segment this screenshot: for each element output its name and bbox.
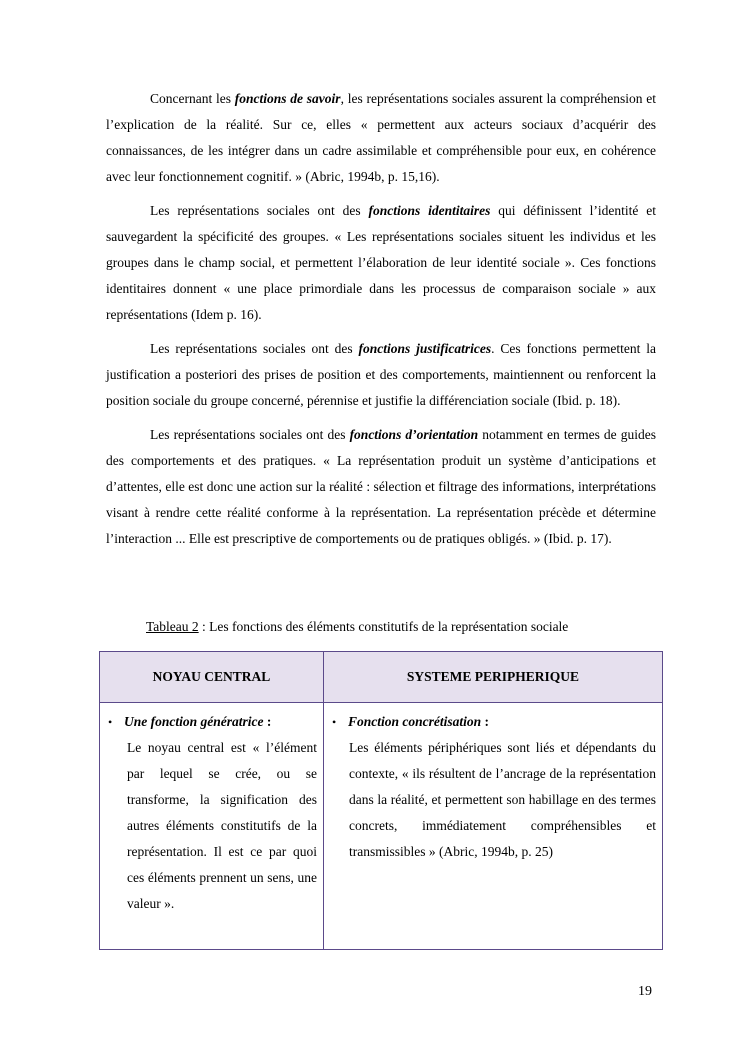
table-header-row <box>100 652 663 703</box>
paragraph-fonctions-identitaires: Les représentations sociales ont des fonctions identitaires qui définissent l’identité et sauvegardent la spécificité des groupes. « Les représentations sociales situent les individus et les groupes dans le champ social, et permettent l’élaboration de leur identité sociale ». Ces fonctions identitaires donnent « une place primordiale dans les processus de comparaison sociale » aux représentations (Idem p. 16). <box>106 203 656 322</box>
header-systeme-peripherique: SYSTEME PERIPHERIQUE <box>323 652 662 703</box>
cell-text-noyau: Le noyau central est « l’élément par lequel se crée, ou se transforme, la signification des autres éléments constitutifs de la représentation. Il est ce par quoi ces éléments prennent un sens, une valeur ». <box>127 740 317 911</box>
term-fonctions-orientation: fonctions d’orientation <box>349 427 479 442</box>
bullet-title-generatrice: Une fonction génératrice <box>124 714 264 729</box>
page-number: 19 <box>638 984 652 999</box>
table-caption <box>146 617 568 637</box>
body-text <box>106 86 656 560</box>
table-row <box>100 703 663 950</box>
term-fonctions-justificatrices: fonctions justificatrices <box>358 341 492 356</box>
bullet-icon: • <box>108 715 113 729</box>
term-fonctions-savoir: fonctions de savoir <box>234 91 341 106</box>
functions-table <box>99 651 663 950</box>
cell-systeme-peripherique <box>323 703 662 950</box>
table-caption-label: Tableau 2 <box>146 619 199 634</box>
bullet-concretisation: • Fonction concrétisation : <box>332 709 656 735</box>
paragraph-fonctions-orientation: Les représentations sociales ont des fonctions d’orientation notamment en termes de guides des comportements et des pratiques. « La représentation produit un système d’anticipations et d’attentes, elle est donc une action sur la réalité : sélection et filtrage des informations, interprétations visant à rendre cette réalité conforme à la représentation. La représentation précède et détermine l’interaction ... Elle est prescriptive de comportements ou de pratiques obligés. » (Ibid. p. 17). <box>106 427 656 546</box>
term-fonctions-identitaires: fonctions identitaires <box>368 203 491 218</box>
bullet-generatrice: • Une fonction génératrice : <box>108 709 317 735</box>
table-caption-text: : Les fonctions des éléments constitutifs de la représentation sociale <box>198 619 569 634</box>
paragraph-fonctions-justificatrices: Les représentations sociales ont des fonctions justificatrices. Ces fonctions permettent la justification a posteriori des prises de position et des comportements, maintiennent ou renforcent la position sociale du groupe concerné, pérennise et justifie la différenciation sociale (Ibid. p. 18). <box>106 341 656 408</box>
cell-noyau-central <box>100 703 324 950</box>
cell-text-peripherique: Les éléments périphériques sont liés et dépendants du contexte, « ils résultent de l’ancrage de la représentation dans la réalité, et permettent son habillage en des termes concrets, immédiatement compréhensibles et transmissibles » (Abric, 1994b, p. 25) <box>348 740 656 859</box>
header-noyau-central: NOYAU CENTRAL <box>100 652 324 703</box>
paragraph-fonctions-savoir: Concernant les fonctions de savoir, les représentations sociales assurent la compréhension et l’explication de la réalité. Sur ce, elles « permettent aux acteurs sociaux d’acquérir des connaissances, de les intégrer dans un cadre assimilable et compréhensible pour eux, en cohérence avec leur fonctionnement cognitif. » (Abric, 1994b, p. 15,16). <box>106 91 656 184</box>
bullet-icon: • <box>331 715 337 729</box>
bullet-title-concretisation: Fonction concrétisation <box>347 714 482 729</box>
